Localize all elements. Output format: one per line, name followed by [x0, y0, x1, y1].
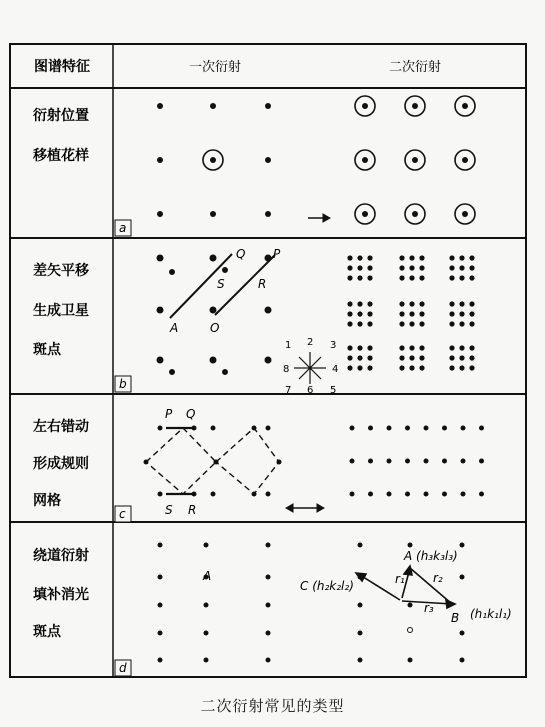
satellite-spot — [357, 255, 362, 260]
satellite-spot — [469, 265, 474, 270]
grid-spot — [424, 426, 429, 431]
grid-spot — [368, 492, 373, 497]
row-d-label-b-hkl: (h₁k₁l₁) — [470, 607, 512, 621]
satellite-spot — [449, 311, 454, 316]
satellite-spot — [459, 365, 464, 370]
satellite-spot — [347, 301, 352, 306]
row-c-label-r: R — [188, 503, 197, 517]
satellite-spot — [399, 355, 404, 360]
grid-spot — [358, 631, 363, 636]
satellite-spot — [469, 301, 474, 306]
grid-spot — [405, 426, 410, 431]
satellite-spot — [469, 355, 474, 360]
satellite-spot — [459, 301, 464, 306]
satellite-spot — [347, 255, 352, 260]
satellite-spot — [357, 345, 362, 350]
grid-spot — [479, 426, 484, 431]
satellite-spot — [399, 255, 404, 260]
row-d-label-r3: r₃ — [424, 601, 434, 615]
satellite-spot — [367, 275, 372, 280]
satellite-spot — [469, 255, 474, 260]
row-d-line-1: 绕道衍射 — [33, 548, 89, 564]
satellite-spot — [459, 311, 464, 316]
star-label-4: 4 — [332, 364, 339, 375]
star-label-8: 8 — [283, 364, 290, 375]
grid-spot — [358, 543, 363, 548]
satellite-spot — [409, 365, 414, 370]
satellite-spot — [409, 301, 414, 306]
satellite-spot — [399, 301, 404, 306]
row-a-line-2: 移植花样 — [33, 148, 89, 164]
grid-spot — [442, 426, 447, 431]
row-c-double-arrow — [286, 504, 324, 512]
grid-spot — [461, 426, 466, 431]
star-label-7: 7 — [285, 385, 292, 396]
grid-spot — [158, 631, 163, 636]
grid-spot — [204, 543, 209, 548]
row-d-line-3: 斑点 — [33, 624, 61, 640]
grid-spot — [368, 426, 373, 431]
satellite-spot — [459, 355, 464, 360]
header-first-order: 一次衍射 — [188, 60, 242, 75]
row-c-label-p: P — [165, 407, 173, 421]
satellite-spot — [449, 265, 454, 270]
satellite-spot — [367, 265, 372, 270]
satellite-spot — [419, 275, 424, 280]
satellite-spot — [399, 365, 404, 370]
row-c-second-order-pattern — [350, 426, 485, 497]
row-b-letter: b — [119, 377, 127, 391]
grid-spot — [158, 658, 163, 663]
row-d-label-a-first: A — [203, 569, 212, 583]
row-b-label-s: S — [217, 277, 225, 291]
grid-spot — [460, 631, 465, 636]
star-label-3: 3 — [330, 340, 337, 351]
satellite-spot — [469, 321, 474, 326]
grid-spot — [442, 492, 447, 497]
row-d-line-2: 填补消光 — [33, 587, 89, 603]
satellite-spot — [459, 275, 464, 280]
satellite-spot — [449, 345, 454, 350]
satellite-spot — [449, 275, 454, 280]
grid-spot — [204, 603, 209, 608]
grid-spot — [408, 603, 413, 608]
row-c-segments — [166, 428, 194, 494]
grid-spot — [158, 543, 163, 548]
satellite-spot — [419, 255, 424, 260]
grid-spot — [204, 658, 209, 663]
grid-spot — [204, 631, 209, 636]
satellite-spot — [347, 355, 352, 360]
row-b-second-order-pattern — [347, 255, 474, 370]
satellite-spot — [449, 365, 454, 370]
row-c-line-3: 网格 — [33, 493, 61, 509]
row-b-label-a: A — [170, 321, 179, 335]
satellite-spot — [409, 321, 414, 326]
satellite-spot — [357, 265, 362, 270]
satellite-spot — [409, 345, 414, 350]
row-c-feature — [33, 418, 89, 509]
grid-spot — [350, 492, 355, 497]
satellite-spot — [419, 311, 424, 316]
satellite-spot — [419, 301, 424, 306]
figure-caption: 二次衍射常见的类型 — [200, 697, 345, 715]
grid-spot — [266, 575, 271, 580]
satellite-spot — [399, 311, 404, 316]
satellite-spot — [449, 255, 454, 260]
row-a-feature — [32, 107, 89, 164]
row-b-line-2: 生成卫星 — [33, 303, 89, 319]
grid-spot — [266, 543, 271, 548]
satellite-spot — [469, 365, 474, 370]
row-b-line-3: 斑点 — [33, 342, 61, 358]
grid-spot — [266, 603, 271, 608]
grid-spot — [442, 459, 447, 464]
row-d-first-order-pattern — [158, 543, 271, 663]
grid-spot — [266, 631, 271, 636]
grid-spot — [368, 459, 373, 464]
satellite-spot — [409, 355, 414, 360]
grid-spot — [479, 492, 484, 497]
grid-spot — [460, 575, 465, 580]
star-label-1: 1 — [285, 340, 292, 351]
satellite-spot — [459, 321, 464, 326]
grid-spot — [405, 459, 410, 464]
star-label-5: 5 — [330, 385, 337, 396]
row-b-label-q: Q — [236, 247, 246, 261]
satellite-spot — [409, 265, 414, 270]
row-c-line-2: 形成规则 — [33, 456, 89, 472]
satellite-spot — [449, 355, 454, 360]
satellite-spot — [367, 255, 372, 260]
grid-spot — [460, 658, 465, 663]
grid-spot — [358, 603, 363, 608]
satellite-spot — [367, 301, 372, 306]
star-label-6: 6 — [307, 385, 314, 396]
satellite-spot — [449, 301, 454, 306]
satellite-spot — [469, 311, 474, 316]
satellite-spot — [357, 355, 362, 360]
row-d-label-r1: r₁ — [395, 572, 405, 586]
row-c-label-q: Q — [186, 407, 196, 421]
satellite-spot — [347, 275, 352, 280]
grid-spot — [461, 492, 466, 497]
grid-spot — [350, 459, 355, 464]
grid-spot — [408, 543, 413, 548]
row-c-dashed-lattice — [146, 428, 279, 494]
grid-spot — [350, 426, 355, 431]
row-b-first-order-pattern — [157, 254, 275, 375]
satellite-spot — [357, 365, 362, 370]
satellite-spot — [357, 321, 362, 326]
row-b-label-p: P — [273, 247, 281, 261]
satellite-spot — [347, 311, 352, 316]
row-letter-boxes — [115, 220, 131, 676]
row-b-label-o: O — [210, 321, 220, 335]
satellite-spot — [459, 255, 464, 260]
row-d-feature — [33, 547, 89, 640]
satellite-spot — [409, 255, 414, 260]
row-a-second-order-centers — [362, 103, 468, 217]
satellite-spot — [357, 275, 362, 280]
grid-spot — [479, 459, 484, 464]
grid-spot — [387, 492, 392, 497]
satellite-spot — [367, 365, 372, 370]
satellite-spot — [419, 265, 424, 270]
row-d-letter: d — [119, 661, 127, 675]
satellite-spot — [357, 301, 362, 306]
grid-spot — [405, 492, 410, 497]
star-label-2: 2 — [307, 337, 314, 348]
satellite-spot — [409, 311, 414, 316]
satellite-spot — [459, 265, 464, 270]
satellite-spot — [419, 365, 424, 370]
grid-spot — [460, 543, 465, 548]
row-b-feature — [33, 262, 90, 358]
satellite-spot — [419, 355, 424, 360]
grid-spot — [387, 426, 392, 431]
row-d-open-spot — [408, 628, 413, 633]
grid-spot — [387, 459, 392, 464]
row-b-line-1: 差矢平移 — [33, 263, 89, 279]
grid-spot — [424, 492, 429, 497]
row-a-letter: a — [119, 221, 127, 235]
satellite-spot — [367, 321, 372, 326]
grid-spot — [461, 459, 466, 464]
satellite-spot — [449, 321, 454, 326]
satellite-spot — [367, 311, 372, 316]
satellite-spot — [399, 275, 404, 280]
satellite-spot — [399, 321, 404, 326]
satellite-spot — [459, 345, 464, 350]
satellite-spot — [399, 345, 404, 350]
header-feature: 图谱特征 — [34, 59, 90, 75]
row-d-label-b: B — [451, 611, 460, 625]
row-c-line-1: 左右错动 — [33, 419, 89, 435]
grid-spot — [358, 658, 363, 663]
row-d-label-a-second: A (h₃k₃l₃) — [404, 549, 458, 563]
row-b-label-r: R — [258, 277, 267, 291]
grid-spot — [408, 658, 413, 663]
satellite-spot — [367, 345, 372, 350]
satellite-spot — [419, 321, 424, 326]
row-d-label-c: C (h₂k₂l₂) — [300, 579, 354, 593]
satellite-spot — [347, 265, 352, 270]
satellite-spot — [357, 311, 362, 316]
row-a-line-1: 衍射位置 — [33, 108, 89, 124]
satellite-spot — [347, 321, 352, 326]
satellite-spot — [399, 265, 404, 270]
satellite-spot — [347, 365, 352, 370]
satellite-spot — [367, 355, 372, 360]
row-b-starburst — [294, 352, 326, 384]
satellite-spot — [347, 345, 352, 350]
grid-spot — [424, 459, 429, 464]
satellite-spot — [469, 275, 474, 280]
satellite-spot — [419, 345, 424, 350]
header-second-order: 二次衍射 — [388, 60, 442, 75]
satellite-spot — [469, 345, 474, 350]
row-a-arrow — [308, 214, 330, 222]
grid-spot — [158, 603, 163, 608]
row-c-label-s: S — [165, 503, 173, 517]
grid-spot — [266, 658, 271, 663]
row-a-first-order-pattern — [157, 103, 271, 217]
satellite-spot — [409, 275, 414, 280]
row-d-label-r2: r₂ — [433, 571, 443, 585]
grid-spot — [158, 575, 163, 580]
row-c-letter: c — [119, 507, 126, 521]
